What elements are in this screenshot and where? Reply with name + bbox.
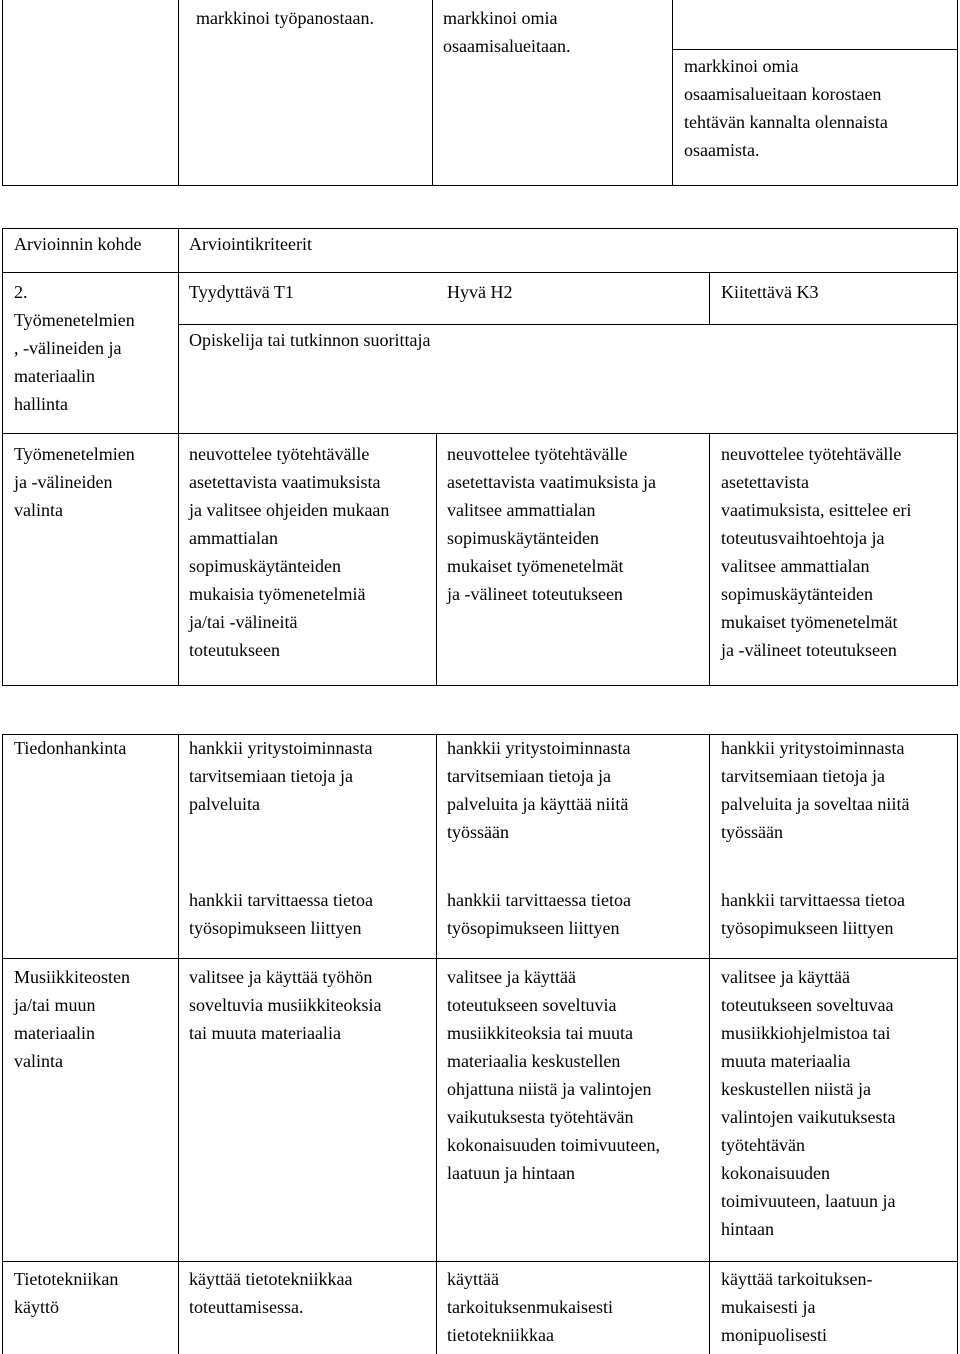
- row-target: Tiedonhankinta: [14, 738, 127, 758]
- table-border: [709, 272, 710, 325]
- table-border: [2, 185, 958, 186]
- row-criterion-t1: hankkii yritystoiminnasta tarvitsemiaan tietoja ja palveluita: [189, 738, 373, 814]
- row-criterion-k3: hankkii yritystoiminnasta tarvitsemiaan tietoja ja palveluita ja soveltaa niitä työssään: [721, 738, 910, 842]
- row-criterion-t1: valitsee ja käyttää työhön soveltuvia musiikkiteoksia tai muuta materiaalia: [189, 967, 382, 1043]
- row-criterion-h2: hankkii yritystoiminnasta tarvitsemiaan tietoja ja palveluita ja käyttää niitä työssään: [447, 738, 631, 842]
- row-criterion-t1: neuvottelee työtehtävälle asetettavista vaatimuksista ja valitsee ohjeiden mukaan ammattialan sopimuskäytänteiden mukaisia työmenetelmiä ja/tai -välineitä toteutukseen: [189, 444, 390, 660]
- table-border: [2, 685, 958, 686]
- section-title: 2. Työmenetelmien , -välineiden ja materiaalin hallinta: [14, 282, 135, 414]
- table-border: [2, 228, 3, 686]
- row-criterion-t1: hankkii tarvittaessa tietoa työsopimukseen liittyen: [189, 890, 373, 938]
- table-border: [709, 433, 710, 686]
- row-criterion-k3: käyttää tarkoituksen- mukaisesti ja monipuolisesti: [721, 1269, 873, 1345]
- row-criterion-h2: valitsee ja käyttää toteutukseen soveltuvia musiikkiteoksia tai muuta materiaalia keskustellen ohjattuna niistä ja valintojen vaikutuksesta työtehtävän kokonaisuuden toimivuuteen, laatuun ja hintaan: [447, 967, 660, 1183]
- level-t1-header: Tyydyttävä T1: [189, 282, 294, 302]
- table-border: [709, 734, 710, 1354]
- row-criterion-k3: valitsee ja käyttää toteutukseen soveltuvaa musiikkiohjelmistoa tai muuta materiaalia keskustellen niistä ja valintojen vaikutuksesta työtehtävän kokonaisuuden toimivuuteen, laatuun ja hintaan: [721, 967, 896, 1239]
- row-target: Musiikkiteosten ja/tai muun materiaalin valinta: [14, 967, 130, 1071]
- table-border: [2, 734, 3, 1354]
- row-target: Työmenetelmien ja -välineiden valinta: [14, 444, 135, 520]
- table-border: [2, 272, 958, 273]
- table-border: [2, 433, 958, 434]
- table-border: [672, 0, 673, 186]
- table-border: [432, 0, 433, 186]
- table-border: [178, 324, 958, 325]
- row-target: Tietotekniikan käyttö: [14, 1269, 119, 1317]
- row-criterion-h2: neuvottelee työtehtävälle asetettavista vaatimuksista ja valitsee ammattialan sopimuskäytänteiden mukaiset työmenetelmät ja -välineet toteutukseen: [447, 444, 656, 604]
- row-criterion-h2: käyttää tarkoituksenmukaisesti tietotekniikkaa: [447, 1269, 613, 1345]
- row-criterion-k3: hankkii tarvittaessa tietoa työsopimukseen liittyen: [721, 890, 905, 938]
- level-h2-header: Hyvä H2: [447, 282, 513, 302]
- table-cell: markkinoi omia osaamisalueitaan.: [443, 8, 571, 56]
- table-cell: markkinoi työpanostaan.: [196, 8, 374, 28]
- row-criterion-k3: neuvottelee työtehtävälle asetettavista vaatimuksista, esittelee eri toteutusvaihtoehtoja ja valitsee ammattialan sopimuskäytänteiden mukaiset työmenetelmät ja -välineet toteutukseen: [721, 444, 912, 660]
- target-column-header: Arvioinnin kohde: [14, 234, 142, 254]
- table-border: [2, 228, 958, 229]
- table-border: [957, 0, 958, 186]
- table-border: [957, 228, 958, 686]
- criteria-column-header: Arviointikriteerit: [189, 234, 312, 254]
- table-border: [178, 228, 179, 686]
- table-border: [672, 49, 958, 50]
- table-border: [436, 734, 437, 1354]
- subject-label: Opiskelija tai tutkinnon suorittaja: [189, 330, 431, 350]
- table-border: [2, 1261, 958, 1262]
- table-border: [178, 734, 179, 1354]
- table-border: [2, 958, 958, 959]
- table-border: [2, 0, 3, 186]
- row-criterion-t1: käyttää tietotekniikkaa toteuttamisessa.: [189, 1269, 353, 1317]
- table-border: [957, 734, 958, 1354]
- row-criterion-h2: hankkii tarvittaessa tietoa työsopimukseen liittyen: [447, 890, 631, 938]
- table-cell: markkinoi omia osaamisalueitaan korostaen tehtävän kannalta olennaista osaamista.: [684, 56, 888, 160]
- table-border: [178, 0, 179, 186]
- level-k3-header: Kiitettävä K3: [721, 282, 819, 302]
- table-border: [436, 433, 437, 686]
